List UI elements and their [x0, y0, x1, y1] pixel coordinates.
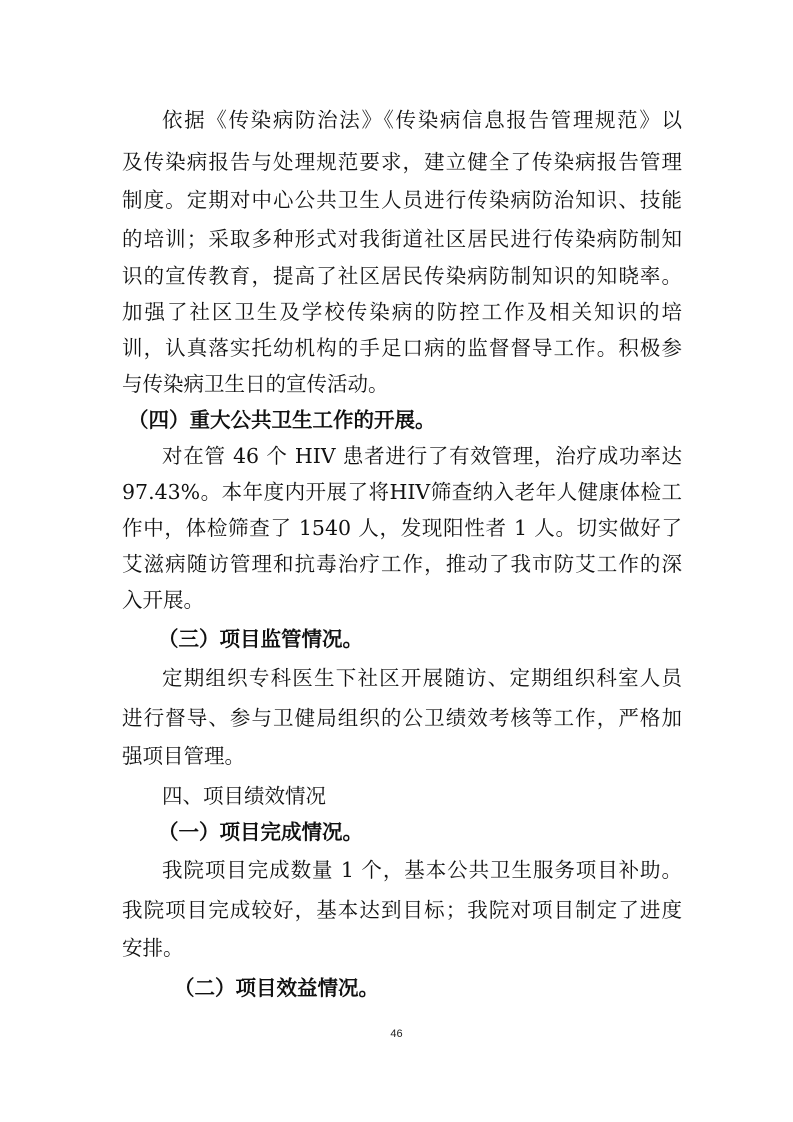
paragraph-line: 我院项目完成较好，基本达到目标；我院对项目制定了进度 [122, 898, 682, 922]
section-heading: （二）项目效益情况。 [174, 976, 379, 1000]
paragraph-line: 定期组织专科医生下社区开展随访、定期组织科室人员 [162, 666, 682, 690]
paragraph-line: 入开展。 [122, 588, 204, 612]
section-heading: （四）重大公共卫生工作的开展。 [128, 408, 436, 432]
paragraph-line: 对在管 46 个 HIV 患者进行了有效管理，治疗成功率达 [162, 444, 682, 468]
paragraph-line: 艾滋病随访管理和抗毒治疗工作，推动了我市防艾工作的深 [122, 552, 682, 576]
paragraph-line: 的培训；采取多种形式对我街道社区居民进行传染病防制知 [122, 227, 682, 251]
paragraph-line: 依据《传染病防治法》《传染病信息报告管理规范》以 [162, 108, 682, 132]
paragraph-line: 识的宣传教育，提高了社区居民传染病防制知识的知晓率。 [122, 264, 682, 288]
paragraph-line: 安排。 [122, 936, 184, 960]
paragraph-line: 进行督导、参与卫健局组织的公卫绩效考核等工作，严格加 [122, 706, 682, 730]
page-number: 46 [390, 1028, 403, 1040]
paragraph-line: 作中，体检筛查了 1540 人，发现阳性者 1 人。切实做好了 [122, 516, 682, 540]
section-heading: （三）项目监管情况。 [158, 627, 363, 651]
paragraph-line: 97.43%。本年度内开展了将HIV筛查纳入老年人健康体检工 [122, 480, 682, 504]
paragraph-line: 强项目管理。 [122, 744, 245, 768]
paragraph-line: 制度。定期对中心公共卫生人员进行传染病防治知识、技能 [122, 188, 682, 212]
section-heading: （一）项目完成情况。 [158, 820, 363, 844]
paragraph-line: 与传染病卫生日的宣传活动。 [122, 372, 389, 396]
paragraph-line: 我院项目完成数量 1 个，基本公共卫生服务项目补助。 [162, 858, 682, 882]
paragraph-line: 训，认真落实托幼机构的手足口病的监督督导工作。积极参 [122, 336, 682, 360]
paragraph-line: 及传染病报告与处理规范要求，建立健全了传染病报告管理 [122, 150, 682, 174]
chapter-heading: 四、项目绩效情况 [162, 784, 326, 808]
paragraph-line: 加强了社区卫生及学校传染病的防控工作及相关知识的培 [122, 300, 682, 324]
